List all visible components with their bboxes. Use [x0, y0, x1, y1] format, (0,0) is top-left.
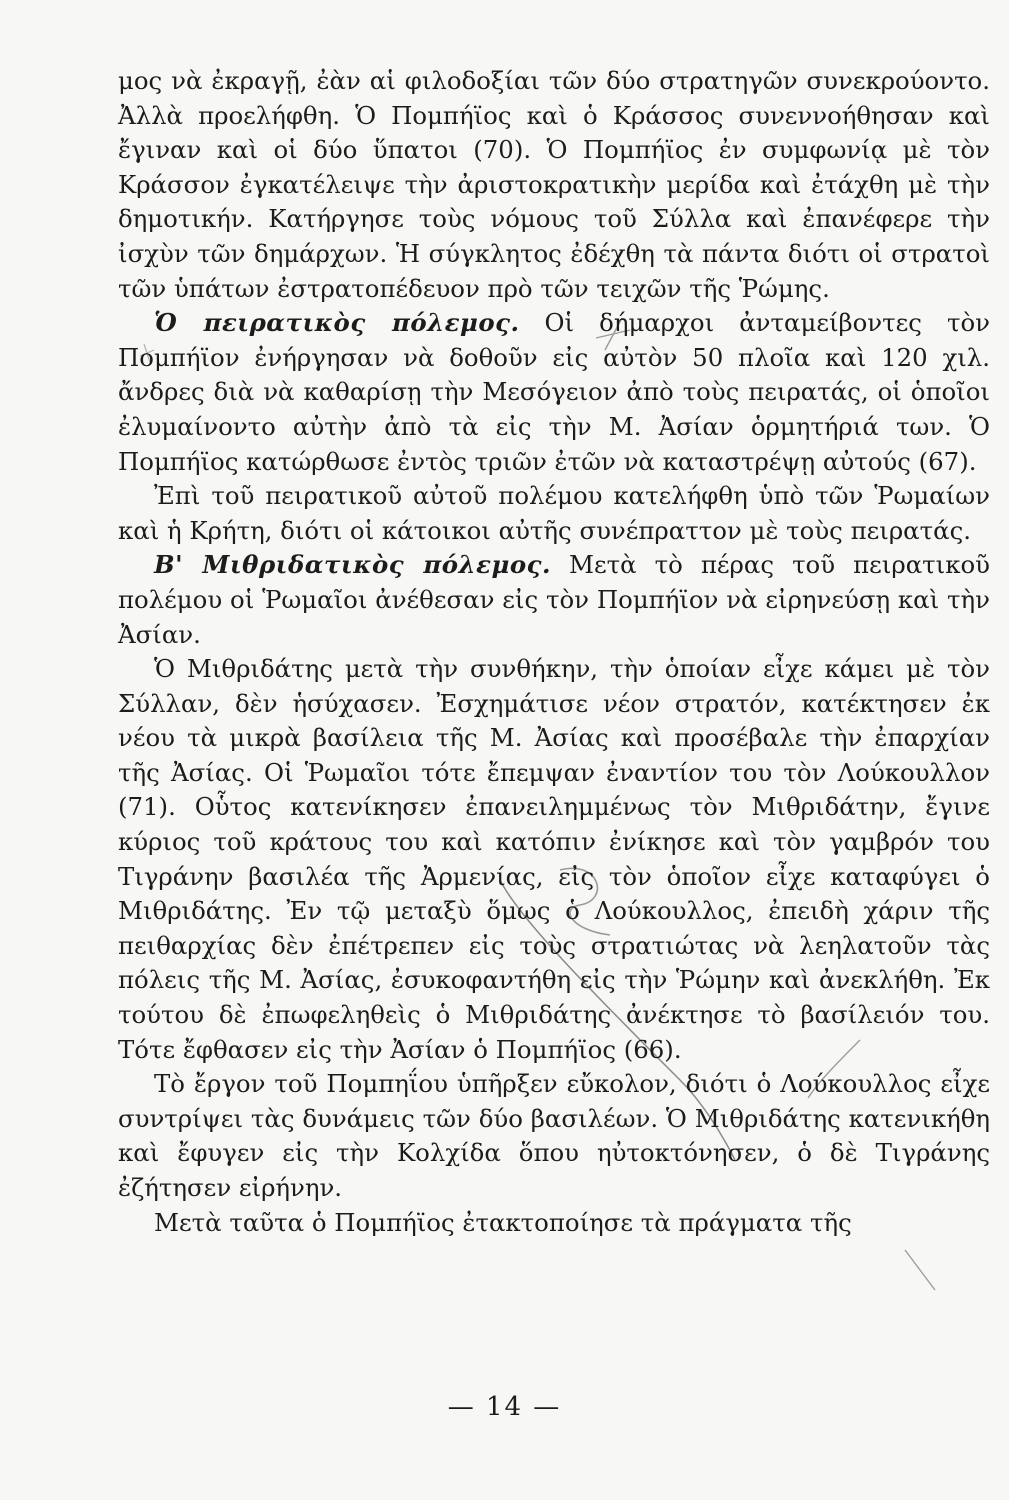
paragraph-1 [118, 64, 990, 306]
section-heading-piracy-war: Ὁ πειρατικὸς πόλεμος. [154, 308, 520, 338]
paragraph-7 [118, 1206, 990, 1241]
paragraph-5 [118, 652, 990, 1067]
paragraph-3 [118, 479, 990, 548]
paragraph-6 [118, 1067, 990, 1205]
paragraph-7-text: Μετὰ ταῦτα ὁ Πομπήϊος ἐτακτοποίησε τὰ πράγματα τῆς [154, 1207, 852, 1237]
paragraph-1-text: μος νὰ ἐκραγῇ, ἐὰν αἱ φιλοδοξίαι τῶν δύο στρατηγῶν συνεκρούοντο. Ἀλλὰ προελήφθη. Ὁ Πομπήϊος καὶ ὁ Κράσσος συνεννοήθησαν καὶ ἔγιναν καὶ οἱ δύο ὕπατοι (70). Ὁ Πομπήϊος ἐν συμφωνίᾳ μὲ τὸν Κράσσον ἐγκατέλειψε τὴν ἀριστοκρατικὴν μερίδα καὶ ἐτάχθη μὲ τὴν δημοτικήν. Κατήργησε τοὺς νόμους τοῦ Σύλλα καὶ ἐπανέφερε τὴν ἰσχὺν τῶν δημάρχων. Ἡ σύγκλητος ἐδέχθη τὰ πάντα διότι οἱ στρατοὶ τῶν ὑπάτων ἐστρατοπέδευον πρὸ τῶν τειχῶν τῆς Ῥώμης. [118, 66, 990, 303]
paragraph-3-text: Ἐπὶ τοῦ πειρατικοῦ αὐτοῦ πολέμου κατελήφθη ὑπὸ τῶν Ῥωμαίων καὶ ἡ Κρήτη, διότι οἱ κάτοικοι αὐτῆς συνέπραττον μὲ τοὺς πειρατάς. [118, 481, 990, 545]
section-heading-mithridatic-war: Β' Μιθριδατικὸς πόλεμος. [154, 550, 551, 580]
paragraph-5-text: Ὁ Μιθριδάτης μετὰ τὴν συνθήκην, τὴν ὁποίαν εἶχε κάμει μὲ τὸν Σύλλαν, δὲν ἡσύχασεν. Ἐσχημάτισε νέον στρατόν, κατέκτησεν ἐκ νέου τὰ μικρὰ βασίλεια τῆς Μ. Ἀσίας καὶ προσέβαλε τὴν ἐπαρχίαν τῆς Ἀσίας. Οἱ Ῥωμαῖοι τότε ἔπεμψαν ἐναντίον του τὸν Λούκουλλον (71). Οὗτος κατενίκησεν ἐπανειλημμένως τὸν Μιθριδάτην, ἔγινε κύριος τοῦ κράτους του καὶ κατόπιν ἐνίκησε καὶ τὸν γαμβρόν του Τιγράνην βασιλέα τῆς Ἀρμενίας, εἰς τὸν ὁποῖον εἶχε καταφύγει ὁ Μιθριδάτης. Ἐν τῷ μεταξὺ ὅμως ὁ Λούκουλλος, ἐπειδὴ χάριν τῆς πειθαρχίας δὲν ἐπέτρεπεν εἰς τοὺς στρατιώτας νὰ λεηλατοῦν τὰς πόλεις τῆς Μ. Ἀσίας, ἐσυκοφαντήθη εἰς τὴν Ῥώμην καὶ ἀνεκλήθη. Ἐκ τούτου δὲ ἐπωφεληθεὶς ὁ Μιθριδάτης ἀνέκτησε τὸ βασίλειόν του. Τότε ἔφθασεν εἰς τὴν Ἀσίαν ὁ Πομπήϊος (66). [118, 654, 990, 1064]
paragraph-4-text: Μετὰ τὸ πέρας τοῦ πειρατικοῦ πολέμου οἱ Ῥωμαῖοι ἀνέθεσαν εἰς τὸν Πομπήϊον νὰ εἰρηνεύσῃ καὶ τὴν Ἀσίαν. [118, 550, 990, 649]
paragraph-6-text: Τὸ ἔργον τοῦ Πομπηΐου ὑπῆρξεν εὔκολον, διότι ὁ Λούκουλλος εἶχε συντρίψει τὰς δυνάμεις τῶν δύο βασιλέων. Ὁ Μιθριδάτης κατενικήθη καὶ ἔφυγεν εἰς τὴν Κολχίδα ὅπου ηὐτοκτόνησεν, ὁ δὲ Τιγράνης ἐζήτησεν εἰρήνην. [118, 1069, 990, 1202]
page-number: — 14 — [447, 1392, 562, 1422]
paragraph-2-text: Οἱ δήμαρχοι ἀνταμείβοντες τὸν Πομπήϊον ἐνήργησαν νὰ δοθοῦν εἰς αὐτὸν 50 πλοῖα καὶ 120 χιλ. ἄνδρες διὰ νὰ καθαρίσῃ τὴν Μεσόγειον ἀπὸ τοὺς πειρατάς, οἱ ὁποῖοι ἐλυμαίνοντο αὐτὴν ἀπὸ τὰ εἰς τὴν Μ. Ἀσίαν ὁρμητήριά των. Ὁ Πομπήϊος κατώρθωσε ἐντὸς τριῶν ἐτῶν νὰ καταστρέψῃ αὐτούς (67). [118, 308, 990, 476]
paragraph-2 [118, 306, 990, 479]
page-body [118, 64, 990, 1240]
paragraph-4 [118, 548, 990, 652]
pencil-slash-stroke [905, 1250, 935, 1290]
